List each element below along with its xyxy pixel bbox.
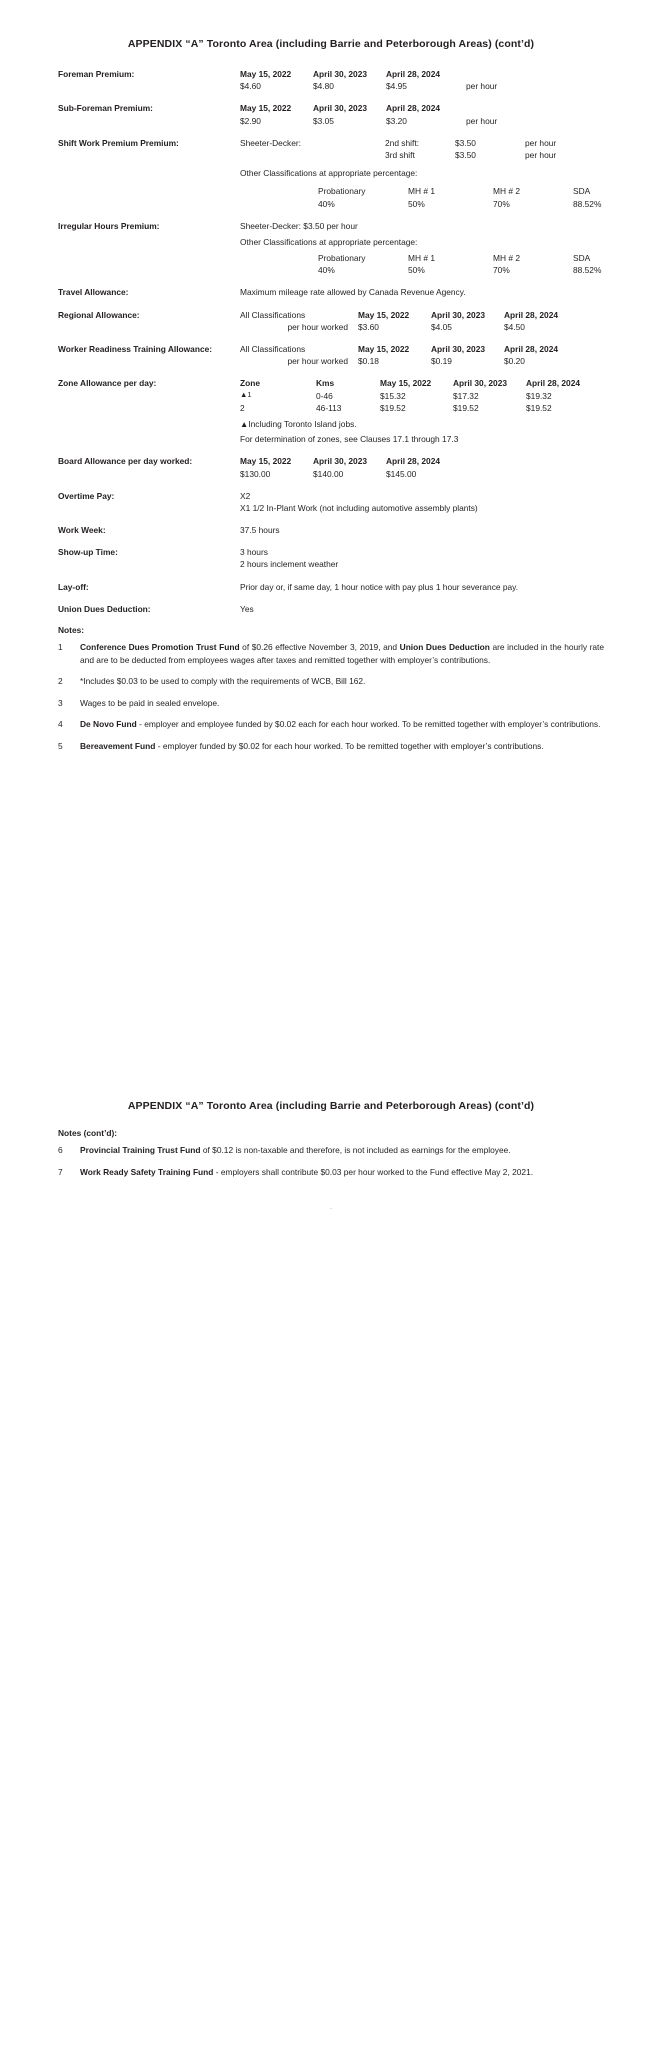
row-label: Lay-off: [58,581,89,592]
row-label: Foreman Premium: [58,69,135,79]
row-value: Yes [240,603,254,614]
sheeter-decker-line: Sheeter-Decker: $3.50 per hour [240,220,358,231]
value-sda: 88.52% [573,198,602,209]
header-mh2: MH # 2 [493,186,520,197]
value-probationary: 40% [318,198,335,209]
unit-label: per hour worked [287,321,348,332]
note-item [58,697,604,710]
note-item [58,740,604,753]
sheeter-decker-label: Sheeter-Decker: [240,137,301,148]
date-headers [240,102,604,114]
amount-2: $140.00 [313,468,344,479]
row-label: Overtime Pay: [58,490,115,501]
row-label: Show-up Time: [58,547,118,558]
unit-label: per hour worked [287,356,348,367]
row-value [240,220,604,277]
row-value [240,377,606,445]
amount-2: $0.19 [431,356,452,367]
notes-heading: Notes (cont’d): [58,1128,118,1138]
row-overtime-pay [58,490,604,514]
row-worker-readiness-allowance [58,343,604,367]
amount-2: $4.80 [313,81,334,92]
note-text: De Novo Fund - employer and employee funded by $0.02 each for each hour worked. To be remitted together with employer’s contributions. [80,719,601,730]
note-number: 7 [58,1166,63,1177]
amount-1: $3.60 [358,321,379,332]
date-2: April 30, 2023 [313,103,368,114]
percentage-headers [240,252,604,264]
date-3: April 28, 2024 [386,69,441,79]
zone-number: 2 [240,402,245,413]
zone-amount-3: $19.52 [526,402,552,413]
percentage-values [240,264,604,276]
overtime-line-2: X1 1/2 In-Plant Work (not including automotive assembly plants) [240,502,478,513]
zone-amount-3: $19.32 [526,390,552,401]
note-item [58,1144,604,1157]
notes-list [58,641,604,753]
note-text: Provincial Training Trust Fund of $0.12 is non-taxable and therefore, is not included as earnings for the employee. [80,1145,511,1155]
header-date-2: April 30, 2023 [453,378,508,389]
shift-3-unit: per hour [525,149,557,160]
row-value: Prior day or, if same day, 1 hour notice with pay plus 1 hour severance pay. [240,581,519,592]
value-probationary: 40% [318,265,335,276]
row-travel-allowance [58,286,604,298]
percentage-values [240,198,604,210]
amount-2: $3.05 [313,115,334,126]
zone-table-row [240,390,606,402]
header-sda: SDA [573,186,591,197]
appendix-page-2 [0,1024,662,2048]
amount-unit: per hour [466,115,498,126]
row-sub-foreman-premium [58,102,604,126]
classification: All Classifications [240,344,306,354]
row-foreman-premium [58,68,604,92]
amount-values [240,468,604,480]
page-title: APPENDIX “A” Toronto Area (including Barrie and Peterborough Areas) (cont’d) [127,1100,535,1112]
amount-3: $4.95 [386,81,407,92]
date-1: May 15, 2022 [240,103,292,114]
date-1: May 15, 2022 [358,309,410,320]
row-value: Maximum mileage rate allowed by Canada Revenue Agency. [240,287,466,298]
note-number: 3 [58,697,63,708]
amount-unit: per hour [466,81,498,92]
row-irregular-hours-premium [58,220,604,277]
row-label: Sub-Foreman Premium: [58,103,153,114]
note-item [58,675,604,688]
date-3: April 28, 2024 [504,309,559,320]
shift-2-unit: per hour [525,137,557,148]
header-mh1: MH # 1 [408,253,435,264]
value-sda: 88.52% [573,265,602,276]
row-label: Zone Allowance per day: [58,378,157,389]
zone-table-row [240,402,606,414]
note-number: 6 [58,1145,63,1155]
note-text: *Includes $0.03 to be used to comply with the requirements of WCB, Bill 162. [80,676,366,687]
zone-amount-2: $17.32 [453,390,479,401]
amount-3: $0.20 [504,356,525,367]
shift-2-name: 2nd shift: [385,137,419,148]
zone-number: ▲1 [240,389,252,399]
header-probationary: Probationary [318,253,366,264]
shift-2-amount: $3.50 [455,137,476,148]
shift-3-name: 3rd shift [385,149,415,160]
value-mh2: 70% [493,198,510,209]
date-2: April 30, 2023 [313,456,368,467]
row-value: 37.5 hours [240,525,280,536]
date-2: April 30, 2023 [431,344,486,354]
header-sda: SDA [573,253,591,264]
note-text: Wages to be paid in sealed envelope. [80,697,220,708]
zone-footnote-1: ▲Including Toronto Island jobs. [240,418,357,429]
row-value [240,546,604,570]
amount-3: $3.20 [386,115,407,126]
shift-3-amount: $3.50 [455,149,476,160]
row-label: Board Allowance per day worked: [58,456,193,467]
date-1: May 15, 2022 [358,344,410,354]
other-classifications-note: Other Classifications at appropriate percentage: [240,236,418,247]
amount-3: $4.50 [504,321,525,332]
row-union-dues-deduction [58,603,604,615]
row-board-allowance [58,455,604,479]
zone-table-headers [240,377,606,389]
row-show-up-time [58,546,604,570]
date-headers [240,68,604,80]
amount-1: $0.18 [358,356,379,367]
row-lay-off [58,581,604,593]
amount-1: $130.00 [240,468,271,479]
amount-1: $2.90 [240,115,261,126]
overtime-line-1: X2 [240,490,251,501]
amount-3: $145.00 [386,468,417,479]
note-item [58,718,604,731]
amount-1: $4.60 [240,81,261,92]
date-1: May 15, 2022 [240,69,292,79]
header-date-1: May 15, 2022 [380,378,432,389]
row-value [240,309,604,333]
header-zone: Zone [240,378,261,389]
notes-heading: Notes: [58,625,85,635]
zone-footnote-2: For determination of zones, see Clauses 17.1 through 17.3 [240,434,459,445]
other-classifications-note: Other Classifications at appropriate percentage: [240,168,418,179]
row-label: Work Week: [58,525,106,536]
notes-list [58,1144,604,1178]
percentage-headers [240,185,604,197]
note-text: Work Ready Safety Training Fund - employers shall contribute $0.03 per hour worked to the Fund effective May 2, 2021. [80,1166,534,1177]
zone-kms: 46-113 [316,402,342,413]
note-item [58,1166,604,1179]
row-label: Union Dues Deduction: [58,603,151,614]
row-regional-allowance [58,309,604,333]
note-text: Bereavement Fund - employer funded by $0.02 for each hour worked. To be remitted together with employer’s contributions. [80,741,544,752]
row-value [240,455,604,479]
value-mh2: 70% [493,265,510,276]
zone-amount-1: $19.52 [380,402,406,413]
date-3: April 28, 2024 [504,344,559,354]
note-number: 4 [58,719,63,730]
amount-values [240,80,604,92]
row-label: Worker Readiness Training Allowance: [58,344,213,354]
row-label: Regional Allowance: [58,309,140,320]
row-value [240,68,604,92]
header-date-3: April 28, 2024 [526,378,581,389]
zone-amount-1: $15.32 [380,390,406,401]
row-label: Travel Allowance: [58,287,129,298]
row-work-week [58,524,604,536]
value-mh1: 50% [408,198,425,209]
row-label: Irregular Hours Premium: [58,220,160,231]
header-kms: Kms [316,378,335,389]
zone-kms: 0-46 [316,390,333,401]
note-number: 1 [58,642,63,652]
header-mh1: MH # 1 [408,186,435,197]
row-shift-work-premium [58,137,604,210]
date-2: April 30, 2023 [313,69,368,79]
value-mh1: 50% [408,265,425,276]
row-value [240,490,604,514]
row-value [240,343,604,367]
date-1: May 15, 2022 [240,456,292,467]
zone-amount-2: $19.52 [453,402,479,413]
amount-2: $4.05 [431,321,452,332]
note-text: Conference Dues Promotion Trust Fund of $0.26 effective November 3, 2019, and Union Dues Deduction are included in the hourly rate and are to be deducted from employees wages after taxes and remitted together with employer’s contributions. [80,642,604,665]
showup-line-2: 2 hours inclement weather [240,559,339,570]
page-footer-mark: . [330,1204,332,1212]
date-2: April 30, 2023 [431,309,486,320]
row-label: Shift Work Premium Premium: [58,137,179,148]
header-mh2: MH # 2 [493,253,520,264]
header-probationary: Probationary [318,186,366,197]
row-value [240,102,604,126]
note-item [58,641,604,666]
date-3: April 28, 2024 [386,103,441,114]
date-3: April 28, 2024 [386,456,441,467]
note-number: 2 [58,676,63,687]
row-value [240,137,604,210]
note-number: 5 [58,741,63,752]
row-zone-allowance [58,377,604,445]
date-headers [240,455,604,467]
page-title: APPENDIX “A” Toronto Area (including Barrie and Peterborough Areas) (cont’d) [127,38,535,50]
showup-line-1: 3 hours [240,547,268,558]
amount-values [240,115,604,127]
classification: All Classifications [240,309,306,320]
